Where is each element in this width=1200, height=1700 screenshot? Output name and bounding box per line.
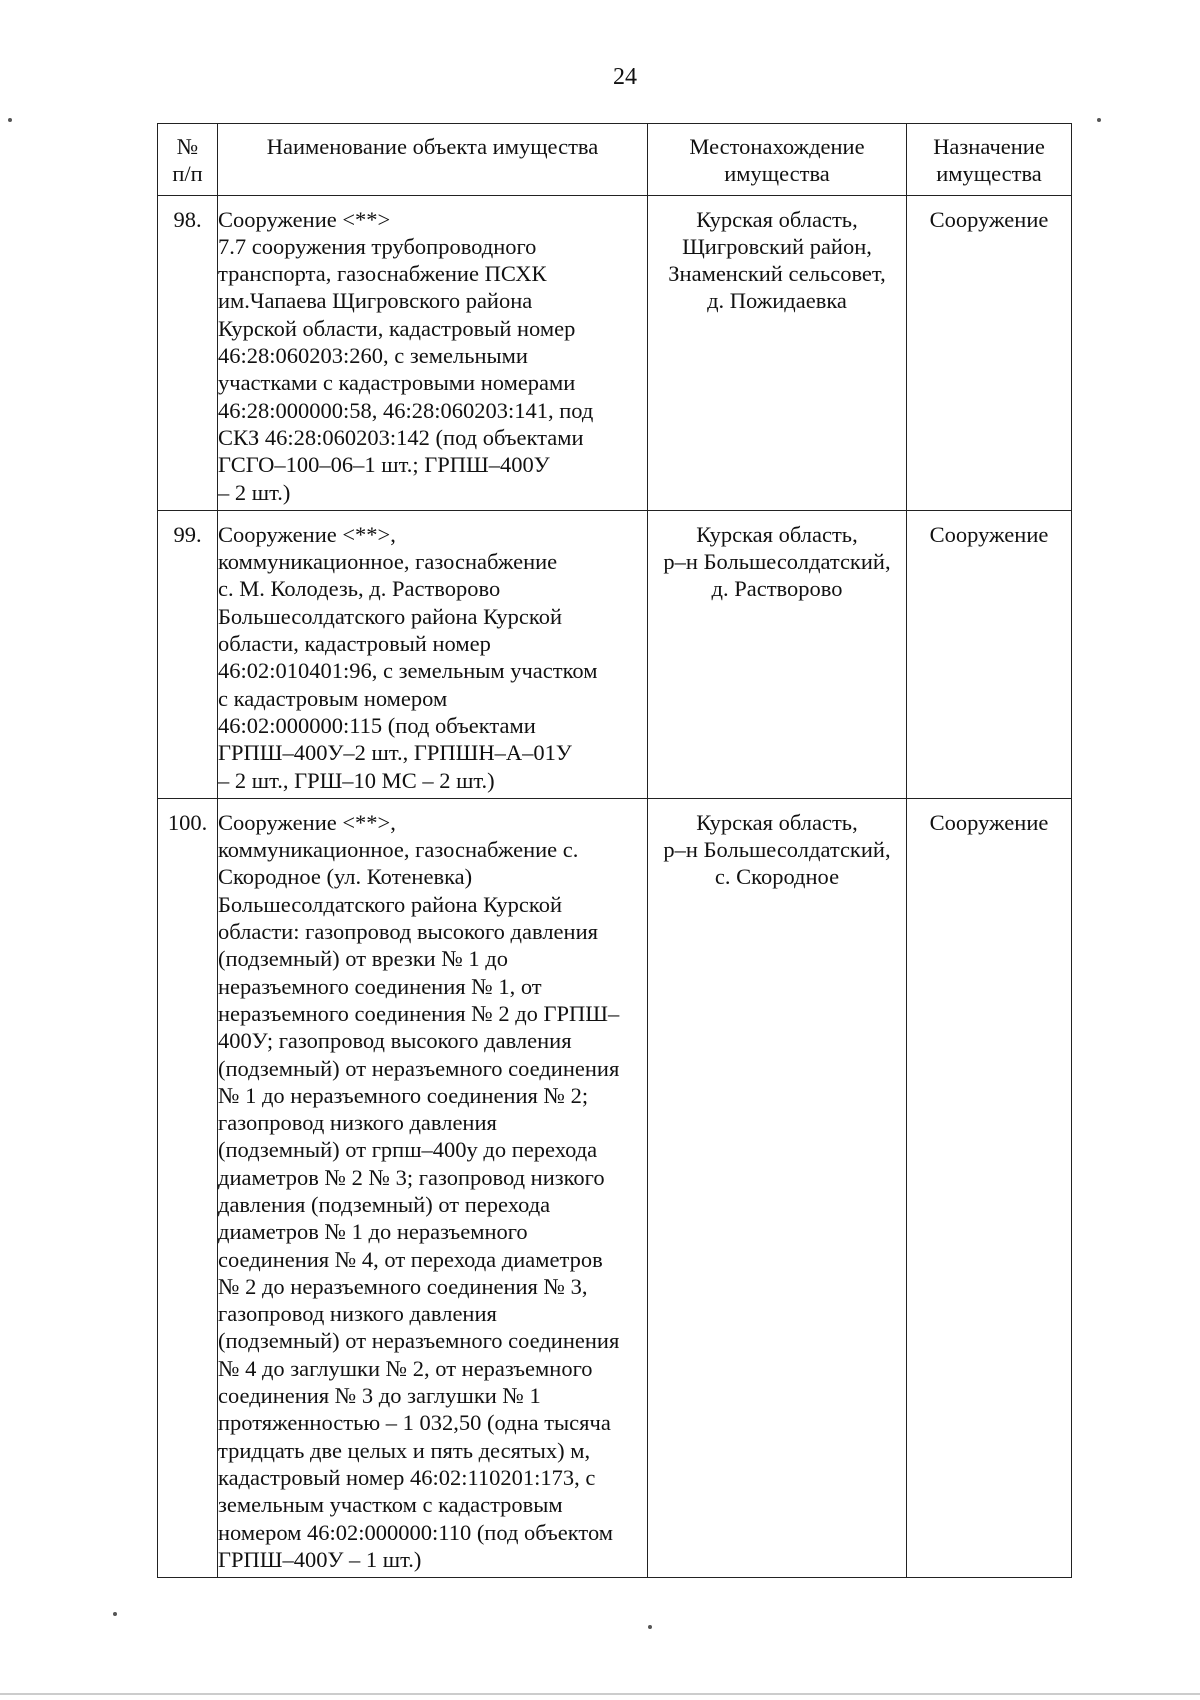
object-location-line: д. Пожидаевка [707, 288, 847, 314]
scan-bottom-edge [0, 1693, 1200, 1695]
object-name-line: – 2 шт.) [218, 479, 291, 505]
scan-speck [8, 118, 12, 122]
object-name-line: 46:02:000000:115 (под объектами [218, 712, 536, 738]
object-location-line: Знаменский сельсовет, [668, 261, 886, 287]
scan-speck [113, 1612, 117, 1616]
object-name-line: с. М. Колодезь, д. Растворово [218, 576, 501, 602]
header-num-line-1: № [176, 134, 199, 159]
object-name-line: неразъемного соединения № 2 до ГРПШ– [218, 1000, 620, 1026]
object-name-line: № 2 до неразъемного соединения № 3, [218, 1273, 588, 1299]
object-location-line: р–н Большесолдатский, [663, 549, 891, 575]
object-name-line: 46:28:000000:58, 46:28:060203:141, под [218, 397, 594, 423]
header-num-line-2: п/п [172, 161, 203, 187]
object-name-line: (подземный) от грпш–400у до перехода [218, 1137, 598, 1163]
object-name-line: соединения № 3 до заглушки № 1 [218, 1383, 541, 1409]
object-name-line: коммуникационное, газоснабжение [218, 549, 558, 575]
table-body [158, 195, 1072, 1578]
header-purpose-line-1: Назначение [933, 134, 1045, 159]
object-location-line: Щигровский район, [682, 233, 872, 259]
object-location [648, 195, 907, 510]
object-name-line: ГРПШ–400У – 1 шт.) [218, 1546, 422, 1572]
object-name-line: Скородное (ул. Котеневка) [218, 864, 473, 890]
object-location-line: р–н Большесолдатский, [663, 837, 891, 863]
object-name-line: земельным участком с кадастровым [218, 1492, 563, 1518]
object-name [218, 798, 648, 1577]
property-table [157, 123, 1072, 1578]
object-purpose: Сооружение [907, 195, 1072, 510]
header-purpose-line-2: имущества [936, 161, 1042, 187]
object-purpose: Сооружение [907, 510, 1072, 798]
object-name-line: Сооружение <**> [218, 206, 391, 232]
page-number: 24 [613, 64, 637, 90]
header-name-text: Наименование объекта имущества [266, 134, 599, 159]
object-name-line: 400У; газопровод высокого давления [218, 1028, 572, 1054]
object-name-line: № 1 до неразъемного соединения № 2; [218, 1082, 589, 1108]
object-name-line: области, кадастровый номер [218, 631, 491, 657]
table-header-row [158, 124, 1072, 196]
object-location-line: Курская область, [696, 521, 858, 547]
object-location-line: Курская область, [696, 206, 858, 232]
object-name-line: 46:28:060203:260, с земельными [218, 343, 528, 369]
object-name-line: Курской области, кадастровый номер [218, 315, 576, 341]
object-name-line: (подземный) от неразъемного соединения [218, 1328, 620, 1354]
object-location-line: Курская область, [696, 809, 858, 835]
object-name [218, 195, 648, 510]
row-number: 98. [158, 195, 218, 510]
object-name-line: номером 46:02:000000:110 (под объектом [218, 1519, 614, 1545]
object-name-line: – 2 шт., ГРШ–10 МС – 2 шт.) [218, 767, 495, 793]
object-name-line: диаметров № 2 № 3; газопровод низкого [218, 1164, 605, 1190]
object-name-line: им.Чапаева Щигровского района [218, 288, 533, 314]
object-name-line: Большесолдатского района Курской [218, 603, 562, 629]
table-row [158, 510, 1072, 798]
object-name [218, 510, 648, 798]
object-location [648, 798, 907, 1577]
object-location [648, 510, 907, 798]
object-name-line: области: газопровод высокого давления [218, 919, 598, 945]
table-row [158, 798, 1072, 1577]
object-name-line: газопровод низкого давления [218, 1110, 497, 1136]
object-name-line: диаметров № 1 до неразъемного [218, 1219, 528, 1245]
object-name-line: (подземный) от врезки № 1 до [218, 946, 508, 972]
object-name-line: с кадастровым номером [218, 685, 448, 711]
scan-speck [1097, 118, 1101, 122]
object-name-line: Сооружение <**>, [218, 809, 396, 835]
object-purpose: Сооружение [907, 798, 1072, 1577]
object-name-line: участками с кадастровыми номерами [218, 370, 576, 396]
scan-speck [648, 1625, 652, 1629]
row-number: 99. [158, 510, 218, 798]
object-name-line: 46:02:010401:96, с земельным участком [218, 658, 598, 684]
header-name [218, 124, 648, 196]
object-name-line: Сооружение <**>, [218, 521, 396, 547]
object-name-line: протяженностью – 1 032,50 (одна тысяча [218, 1410, 611, 1436]
object-location-line: с. Скородное [714, 864, 840, 890]
object-name-line: ГРПШ–400У–2 шт., ГРПШН–А–01У [218, 740, 572, 766]
object-location-line: д. Растворово [711, 576, 843, 602]
object-name-line: транспорта, газоснабжение ПСХК [218, 261, 547, 287]
object-name-line: 7.7 сооружения трубопроводного [218, 233, 537, 259]
header-location [648, 124, 907, 196]
object-name-line: ГСГО–100–06–1 шт.; ГРПШ–400У [218, 452, 550, 478]
object-name-line: давления (подземный) от перехода [218, 1191, 551, 1217]
row-number: 100. [158, 798, 218, 1577]
header-location-line-1: Местонахождение [689, 134, 865, 159]
object-name-line: коммуникационное, газоснабжение с. [218, 837, 579, 863]
object-name-line: газопровод низкого давления [218, 1301, 497, 1327]
object-name-line: № 4 до заглушки № 2, от неразъемного [218, 1355, 593, 1381]
header-location-line-2: имущества [724, 161, 830, 187]
header-num [158, 124, 218, 196]
object-name-line: СКЗ 46:28:060203:142 (под объектами [218, 424, 584, 450]
header-purpose [907, 124, 1072, 196]
object-name-line: (подземный) от неразъемного соединения [218, 1055, 620, 1081]
object-name-line: Большесолдатского района Курской [218, 891, 562, 917]
object-name-line: неразъемного соединения № 1, от [218, 973, 542, 999]
object-name-line: кадастровый номер 46:02:110201:173, с [218, 1464, 596, 1490]
table-row [158, 195, 1072, 510]
object-name-line: тридцать две целых и пять десятых) м, [218, 1437, 591, 1463]
object-name-line: соединения № 4, от перехода диаметров [218, 1246, 603, 1272]
